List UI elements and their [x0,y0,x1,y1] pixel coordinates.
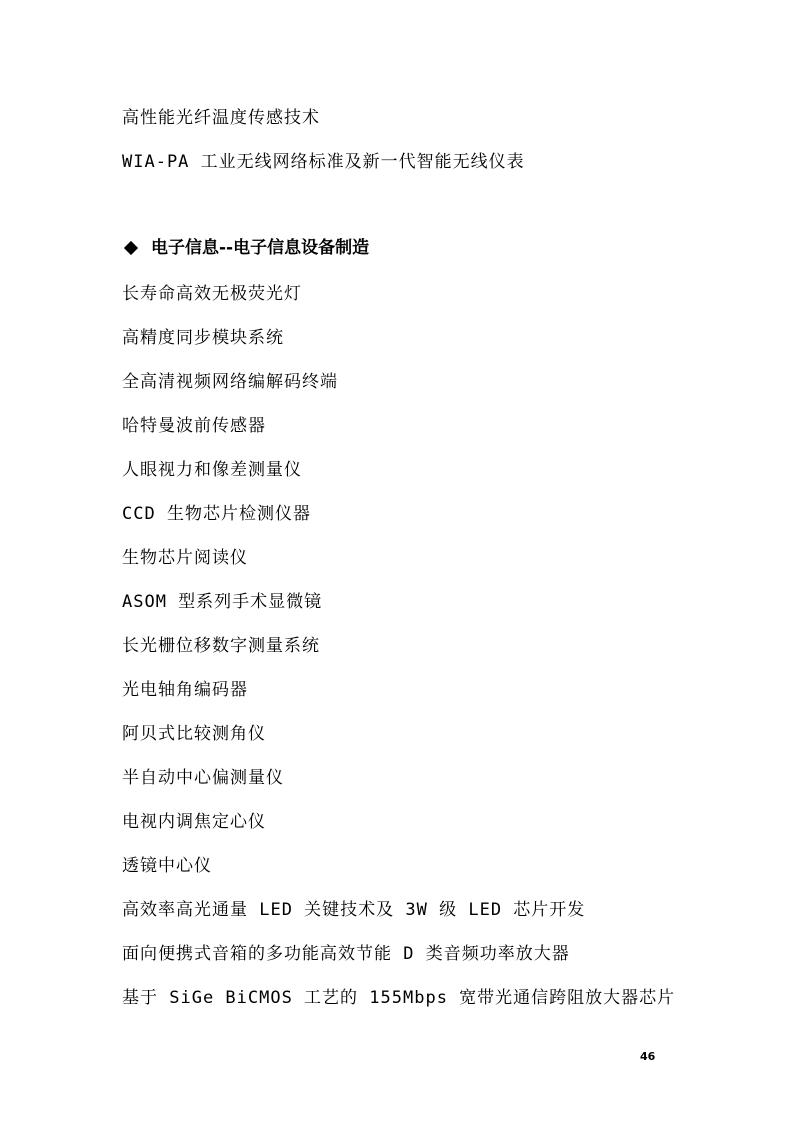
section-heading [122,237,369,259]
list-item: 高效率高光通量 LED 关键技术及 3W 级 LED 芯片开发 [122,900,586,920]
list-item: 电视内调焦定心仪 [122,812,266,832]
list-item: 基于 SiGe BiCMOS 工艺的 155Mbps 宽带光通信跨阻放大器芯片 [122,988,676,1008]
list-item: 高性能光纤温度传感技术 [122,108,320,128]
list-item: 长光栅位移数字测量系统 [122,636,320,656]
list-item: 透镜中心仪 [122,856,212,876]
list-item: 长寿命高效无极荧光灯 [122,284,302,304]
list-item: 面向便携式音箱的多功能高效节能 D 类音频功率放大器 [122,944,570,964]
list-item: 生物芯片阅读仪 [122,548,248,568]
list-item: 哈特曼波前传感器 [122,416,266,436]
list-item: 人眼视力和像差测量仪 [122,460,302,480]
page-number: 46 [640,1050,656,1063]
list-item: WIA-PA 工业无线网络标准及新一代智能无线仪表 [122,152,525,172]
list-item: 全高清视频网络编解码终端 [122,372,338,392]
list-item: 阿贝式比较测角仪 [122,724,266,744]
list-item: 半自动中心偏测量仪 [122,768,284,788]
list-item: CCD 生物芯片检测仪器 [122,504,311,524]
list-item: ASOM 型系列手术显微镜 [122,592,323,612]
section-title: 电子信息--电子信息设备制造 [151,238,370,258]
list-item: 光电轴角编码器 [122,680,248,700]
diamond-icon [124,241,138,255]
list-item: 高精度同步模块系统 [122,328,284,348]
